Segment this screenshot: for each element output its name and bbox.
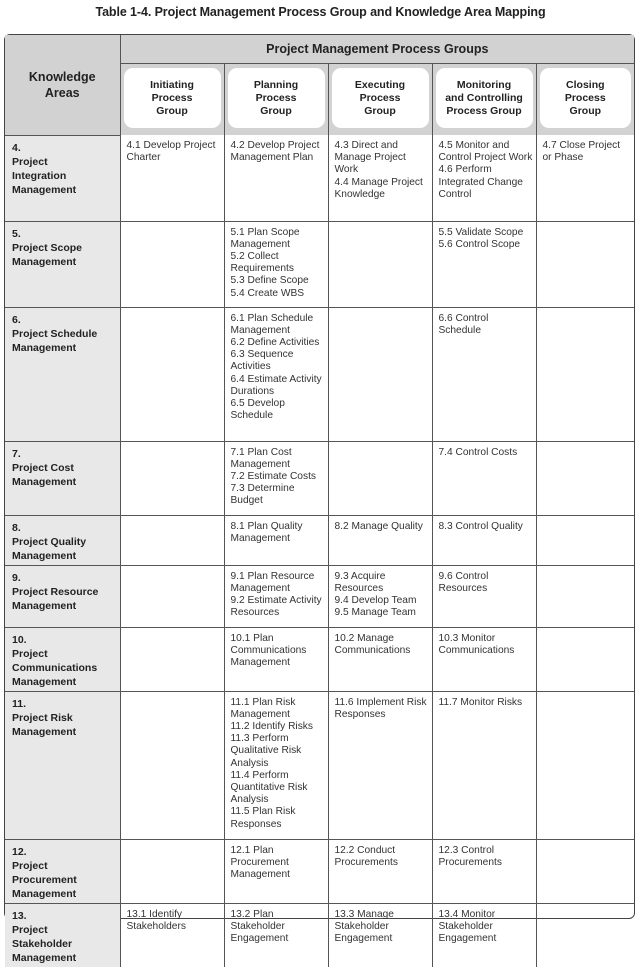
knowledge-area-cell xyxy=(5,135,120,221)
group-header-initiating xyxy=(120,64,224,136)
knowledge-area-cell xyxy=(5,627,120,691)
process-item: 9.1 Plan Resource Management xyxy=(230,570,315,594)
process-item: 9.4 Develop Team xyxy=(334,594,417,606)
process-cell xyxy=(120,839,224,903)
process-cell xyxy=(120,307,224,441)
group-header-executing xyxy=(328,64,432,136)
process-item: 4.6 Perform Integrated Change Control xyxy=(438,164,523,200)
process-item: 4.3 Direct and Manage Project Work xyxy=(334,140,406,176)
process-cell xyxy=(536,135,634,221)
knowledge-area-name: Project Stakeholder Management xyxy=(12,923,77,964)
process-cell xyxy=(328,627,432,691)
process-item: 5.2 Collect Requirements xyxy=(230,250,294,275)
knowledge-area-name: Project Risk Management xyxy=(12,711,77,738)
process-cell xyxy=(432,307,536,441)
process-cell xyxy=(432,135,536,221)
process-item: 12.3 Control Procurements xyxy=(438,844,502,868)
process-cell xyxy=(432,691,536,839)
process-cell xyxy=(224,515,328,565)
knowledge-area-cell xyxy=(5,903,120,967)
process-cell xyxy=(328,515,432,565)
process-cell xyxy=(536,903,634,967)
process-cell xyxy=(432,221,536,307)
process-cell xyxy=(224,903,328,967)
process-cell xyxy=(120,691,224,839)
process-cell xyxy=(224,307,328,441)
process-item: 5.3 Define Scope xyxy=(230,275,309,287)
knowledge-area-number: 4. xyxy=(12,141,21,154)
table-row xyxy=(5,839,634,903)
knowledge-area-number: 9. xyxy=(12,571,21,584)
knowledge-area-name: Project Integration Management xyxy=(12,155,77,196)
knowledge-area-number: 10. xyxy=(12,633,27,646)
table-row xyxy=(5,691,634,839)
process-item: 6.6 Control Schedule xyxy=(438,312,489,336)
knowledge-area-name: Project Communications Management xyxy=(12,647,98,688)
process-item: 13.1 Identify Stakeholders xyxy=(126,908,186,932)
group-header-planning xyxy=(224,64,328,136)
process-item: 5.6 Control Scope xyxy=(438,238,521,250)
group-label: Initiating Process Group xyxy=(124,68,221,128)
process-cell xyxy=(120,515,224,565)
process-cell xyxy=(536,627,634,691)
process-item: 5.4 Create WBS xyxy=(230,287,305,299)
knowledge-area-name: Project Schedule Management xyxy=(12,327,98,354)
process-item: 10.1 Plan Communications Management xyxy=(230,632,307,668)
process-cell xyxy=(432,515,536,565)
knowledge-area-number: 13. xyxy=(12,909,27,922)
mapping-table xyxy=(5,35,634,967)
process-item: 9.2 Estimate Activity Resources xyxy=(230,594,322,619)
process-cell xyxy=(328,691,432,839)
process-cell xyxy=(328,135,432,221)
process-cell xyxy=(536,515,634,565)
process-cell xyxy=(536,691,634,839)
process-item: 7.2 Estimate Costs xyxy=(230,470,316,482)
process-cell xyxy=(224,565,328,627)
process-item: 11.5 Plan Risk Responses xyxy=(230,806,296,830)
process-item: 6.3 Sequence Activities xyxy=(230,349,294,373)
process-item: 10.3 Monitor Communications xyxy=(438,632,515,656)
knowledge-area-cell xyxy=(5,221,120,307)
process-cell xyxy=(432,565,536,627)
process-item: 4.7 Close Project or Phase xyxy=(542,140,621,164)
process-cell xyxy=(536,307,634,441)
mapping-table-frame xyxy=(4,34,635,964)
process-item: 7.3 Determine Budget xyxy=(230,483,295,507)
process-cell xyxy=(120,135,224,221)
table-row xyxy=(5,627,634,691)
process-cell xyxy=(120,565,224,627)
process-item: 7.4 Control Costs xyxy=(438,446,518,458)
group-header-monitoring xyxy=(432,64,536,136)
process-cell xyxy=(224,627,328,691)
process-item: 11.6 Implement Risk Responses xyxy=(334,696,427,720)
knowledge-area-cell xyxy=(5,441,120,515)
process-item: 12.2 Conduct Procurements xyxy=(334,844,398,868)
group-header-closing xyxy=(536,64,634,136)
process-cell xyxy=(224,221,328,307)
process-item: 13.3 Manage Stakeholder Engagement xyxy=(334,908,394,944)
group-label: Planning Process Group xyxy=(228,68,325,128)
process-item: 6.4 Estimate Activity Durations xyxy=(230,373,322,397)
knowledge-area-cell xyxy=(5,515,120,565)
process-cell xyxy=(224,691,328,839)
process-item: 11.7 Monitor Risks xyxy=(438,696,523,708)
knowledge-area-number: 12. xyxy=(12,845,27,858)
process-item: 4.1 Develop Project Charter xyxy=(126,140,216,164)
table-row xyxy=(5,903,634,967)
knowledge-area-name: Project Scope Management xyxy=(12,241,83,268)
process-item: 6.1 Plan Schedule Management xyxy=(230,312,314,336)
process-cell xyxy=(432,441,536,515)
knowledge-area-name: Project Cost Management xyxy=(12,461,77,488)
table-row xyxy=(5,135,634,221)
process-item: 6.2 Define Activities xyxy=(230,336,320,348)
process-cell xyxy=(536,565,634,627)
process-item: 6.5 Develop Schedule xyxy=(230,397,285,422)
process-cell xyxy=(224,135,328,221)
knowledge-area-cell xyxy=(5,307,120,441)
knowledge-area-number: 7. xyxy=(12,447,21,460)
knowledge-area-number: 5. xyxy=(12,227,21,240)
process-cell xyxy=(328,441,432,515)
process-item: 11.4 Perform Quantitative Risk Analysis xyxy=(230,769,308,806)
process-item: 11.2 Identify Risks xyxy=(230,720,313,732)
process-item: 8.1 Plan Quality Management xyxy=(230,520,303,544)
process-cell xyxy=(536,839,634,903)
process-cell xyxy=(328,839,432,903)
table-title: Table 1-4. Project Management Process Group and Knowledge Area Mapping xyxy=(95,5,546,19)
table-body xyxy=(5,135,634,967)
process-cell xyxy=(224,839,328,903)
group-label: Closing Process Group xyxy=(540,68,632,128)
process-cell xyxy=(328,565,432,627)
process-cell xyxy=(328,903,432,967)
knowledge-area-number: 11. xyxy=(12,697,27,710)
process-groups-header: Project Management Process Groups xyxy=(120,35,634,64)
process-cell xyxy=(120,903,224,967)
knowledge-areas-label: Knowledge Areas xyxy=(28,69,96,100)
table-row xyxy=(5,565,634,627)
process-item: 4.5 Monitor and Control Project Work xyxy=(438,140,533,164)
process-item: 11.1 Plan Risk Management xyxy=(230,696,296,720)
knowledge-area-cell xyxy=(5,839,120,903)
process-item: 13.2 Plan Stakeholder Engagement xyxy=(230,908,289,944)
process-item: 8.2 Manage Quality xyxy=(334,520,423,532)
process-item: 12.1 Plan Procurement Management xyxy=(230,844,290,880)
process-cell xyxy=(536,221,634,307)
knowledge-area-cell xyxy=(5,565,120,627)
process-item: 4.2 Develop Project Management Plan xyxy=(230,140,320,164)
knowledge-areas-header xyxy=(5,35,120,135)
process-item: 8.3 Control Quality xyxy=(438,520,523,532)
table-row xyxy=(5,441,634,515)
process-item: 9.3 Acquire Resources xyxy=(334,570,386,594)
group-label: Monitoring and Controlling Process Group xyxy=(436,68,533,128)
process-item: 5.1 Plan Scope Management xyxy=(230,226,300,250)
table-row xyxy=(5,515,634,565)
process-cell xyxy=(120,441,224,515)
process-item: 5.5 Validate Scope xyxy=(438,226,524,238)
table-row xyxy=(5,307,634,441)
process-cell xyxy=(120,627,224,691)
group-label: Executing Process Group xyxy=(332,68,429,128)
process-cell xyxy=(432,839,536,903)
knowledge-area-number: 6. xyxy=(12,313,21,326)
knowledge-area-cell xyxy=(5,691,120,839)
process-item: 10.2 Manage Communications xyxy=(334,632,411,656)
process-item: 11.3 Perform Qualitative Risk Analysis xyxy=(230,733,302,769)
process-item: 13.4 Monitor Stakeholder Engagement xyxy=(438,908,497,944)
knowledge-area-name: Project Resource Management xyxy=(12,585,99,612)
process-cell xyxy=(224,441,328,515)
process-item: 9.5 Manage Team xyxy=(334,607,416,619)
process-item: 9.6 Control Resources xyxy=(438,570,489,594)
knowledge-area-name: Project Quality Management xyxy=(12,535,87,562)
process-cell xyxy=(328,221,432,307)
process-cell xyxy=(536,441,634,515)
process-cell xyxy=(432,903,536,967)
knowledge-area-name: Project Procurement Management xyxy=(12,859,77,900)
process-cell xyxy=(328,307,432,441)
knowledge-area-number: 8. xyxy=(12,521,21,534)
process-item: 4.4 Manage Project Knowledge xyxy=(334,176,423,200)
table-row xyxy=(5,221,634,307)
process-cell xyxy=(432,627,536,691)
process-item: 7.1 Plan Cost Management xyxy=(230,446,292,470)
process-cell xyxy=(120,221,224,307)
